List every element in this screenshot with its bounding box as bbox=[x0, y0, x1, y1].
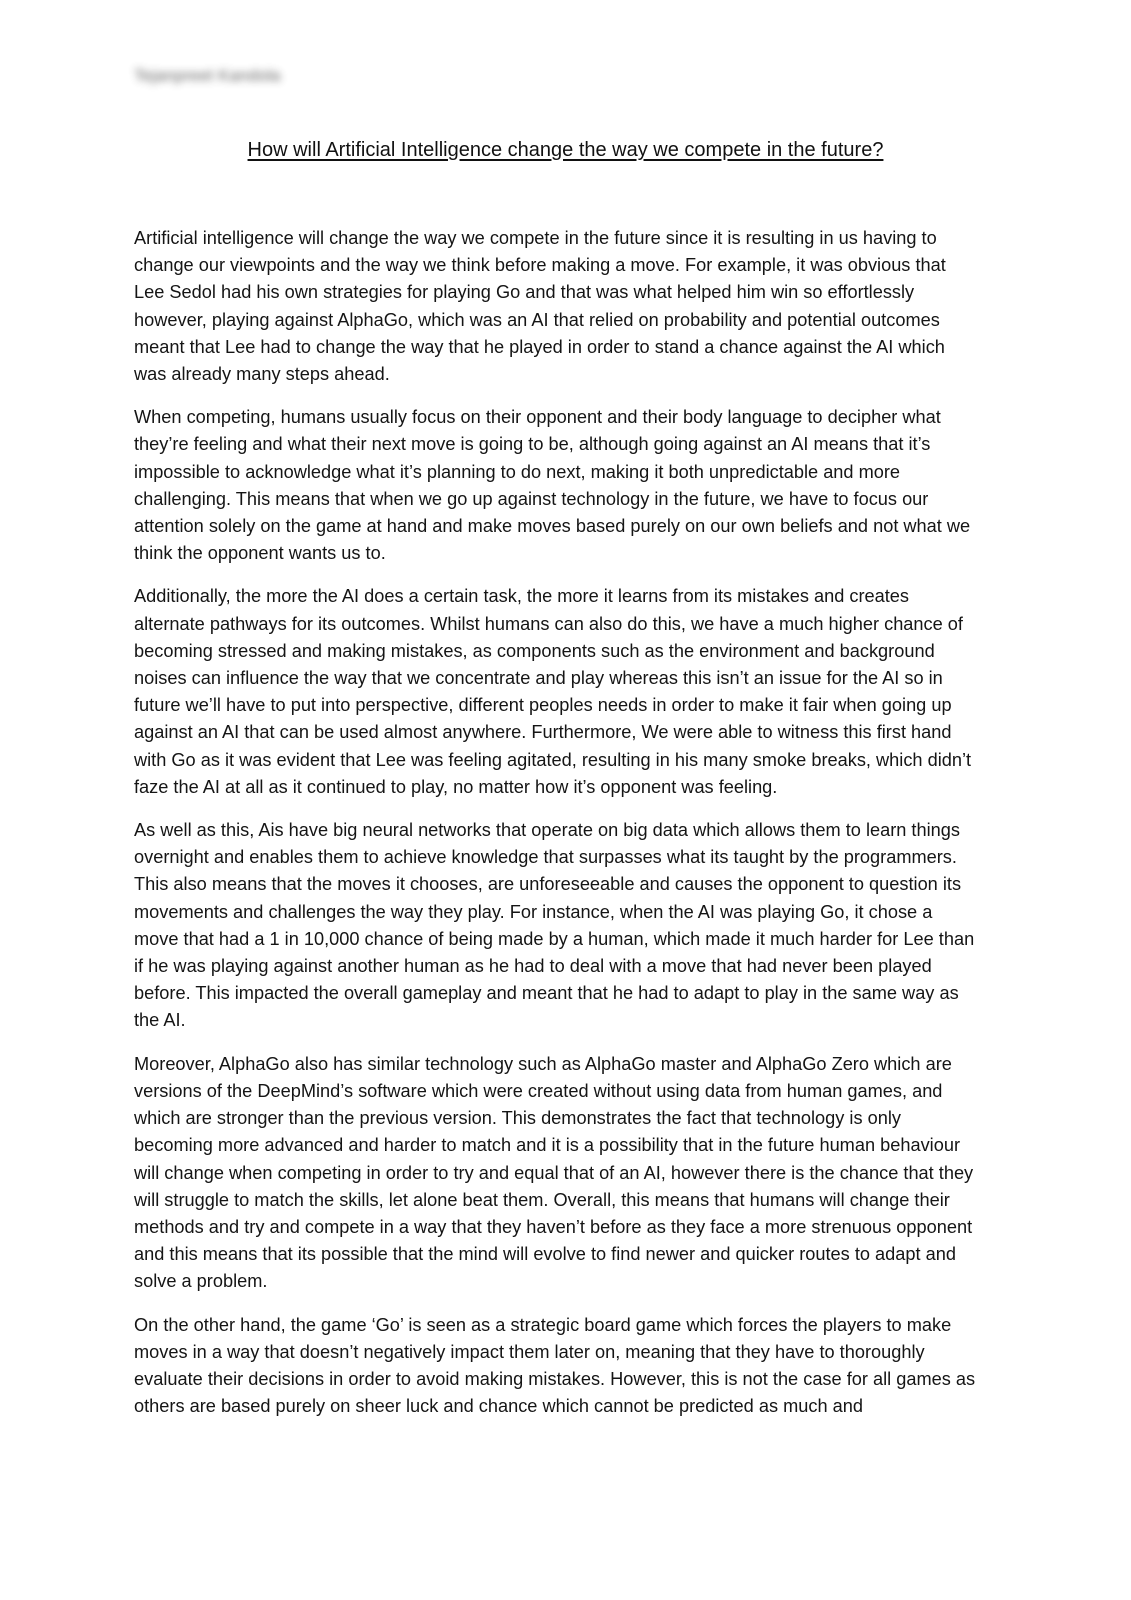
paragraph-4: As well as this, Ais have big neural networks that operate on big data which allows them to learn things overnight and enables them to achieve knowledge that surpasses what its taught by the programmers. This also means that the moves it chooses, are unforeseeable and causes the opponent to question its movements and challenges the way they play. For instance, when the AI was playing Go, it chose a move that had a 1 in 10,000 chance of being made by a human, which made it much harder for Lee than if he was playing against another human as he had to deal with a move that had never been played before. This impacted the overall gameplay and meant that he had to adapt to play in the same way as the AI. bbox=[134, 820, 975, 1031]
essay-body bbox=[134, 225, 980, 1436]
paragraph-2: When competing, humans usually focus on their opponent and their body language to decipher what they’re feeling and what their next move is going to be, although going against an AI means that it’s impossible to acknowledge what it’s planning to do next, making it both unpredictable and more challenging. This means that when we go up against technology in the future, we have to focus our attention solely on the game at hand and make moves based purely on our own beliefs and not what we think the opponent wants us to. bbox=[134, 407, 971, 564]
paragraph-1: Artificial intelligence will change the way we compete in the future since it is resulting in us having to change our viewpoints and the way we think before making a move. For example, it was obvious that Lee Sedol had his own strategies for playing Go and that was what helped him win so effortlessly however, playing against AlphaGo, which was an AI that relied on probability and potential outcomes meant that Lee had to change the way that he played in order to stand a chance against the AI which was already many steps ahead. bbox=[134, 228, 946, 385]
paragraph-5: Moreover, AlphaGo also has similar technology such as AlphaGo master and AlphaGo Zero which are versions of the DeepMind’s software which were created without using data from human games, and which are stronger than the previous version. This demonstrates the fact that technology is only becoming more advanced and harder to match and it is a possibility that in the future human behaviour will change when competing in order to try and equal that of an AI, however there is the chance that they will struggle to match the skills, let alone beat them. Overall, this means that humans will change their methods and try and compete in a way that they haven’t before as they face a more strenuous opponent and this means that its possible that the mind will evolve to find newer and quicker routes to adapt and solve a problem. bbox=[134, 1053, 974, 1292]
essay-title: How will Artificial Intelligence change the way we compete in the future? bbox=[247, 139, 884, 161]
author-name: Tejanpreet Kandola bbox=[134, 66, 281, 85]
paragraph-3: Additionally, the more the AI does a certain task, the more it learns from its mistakes and creates alternate pathways for its outcomes. Whilst humans can also do this, we have a much higher chance of becoming stressed and making mistakes, as components such as the environment and background noises can influence the way that we concentrate and play whereas this isn’t an issue for the AI so in future we’ll have to put into perspective, different peoples needs in order to make it fair when going up against an AI that can be used almost anywhere. Furthermore, We were able to witness this first hand with Go as it was evident that Lee was feeling agitated, resulting in his many smoke breaks, which didn’t faze the AI at all as it continued to play, no matter how it’s opponent was feeling. bbox=[134, 586, 972, 797]
paragraph-6: On the other hand, the game ‘Go’ is seen as a strategic board game which forces the players to make moves in a way that doesn’t negatively impact them later on, meaning that they have to thoroughly evaluate their decisions in order to avoid making mistakes. However, this is not the case for all games as others are based purely on sheer luck and chance which cannot be predicted as much and bbox=[134, 1314, 976, 1417]
